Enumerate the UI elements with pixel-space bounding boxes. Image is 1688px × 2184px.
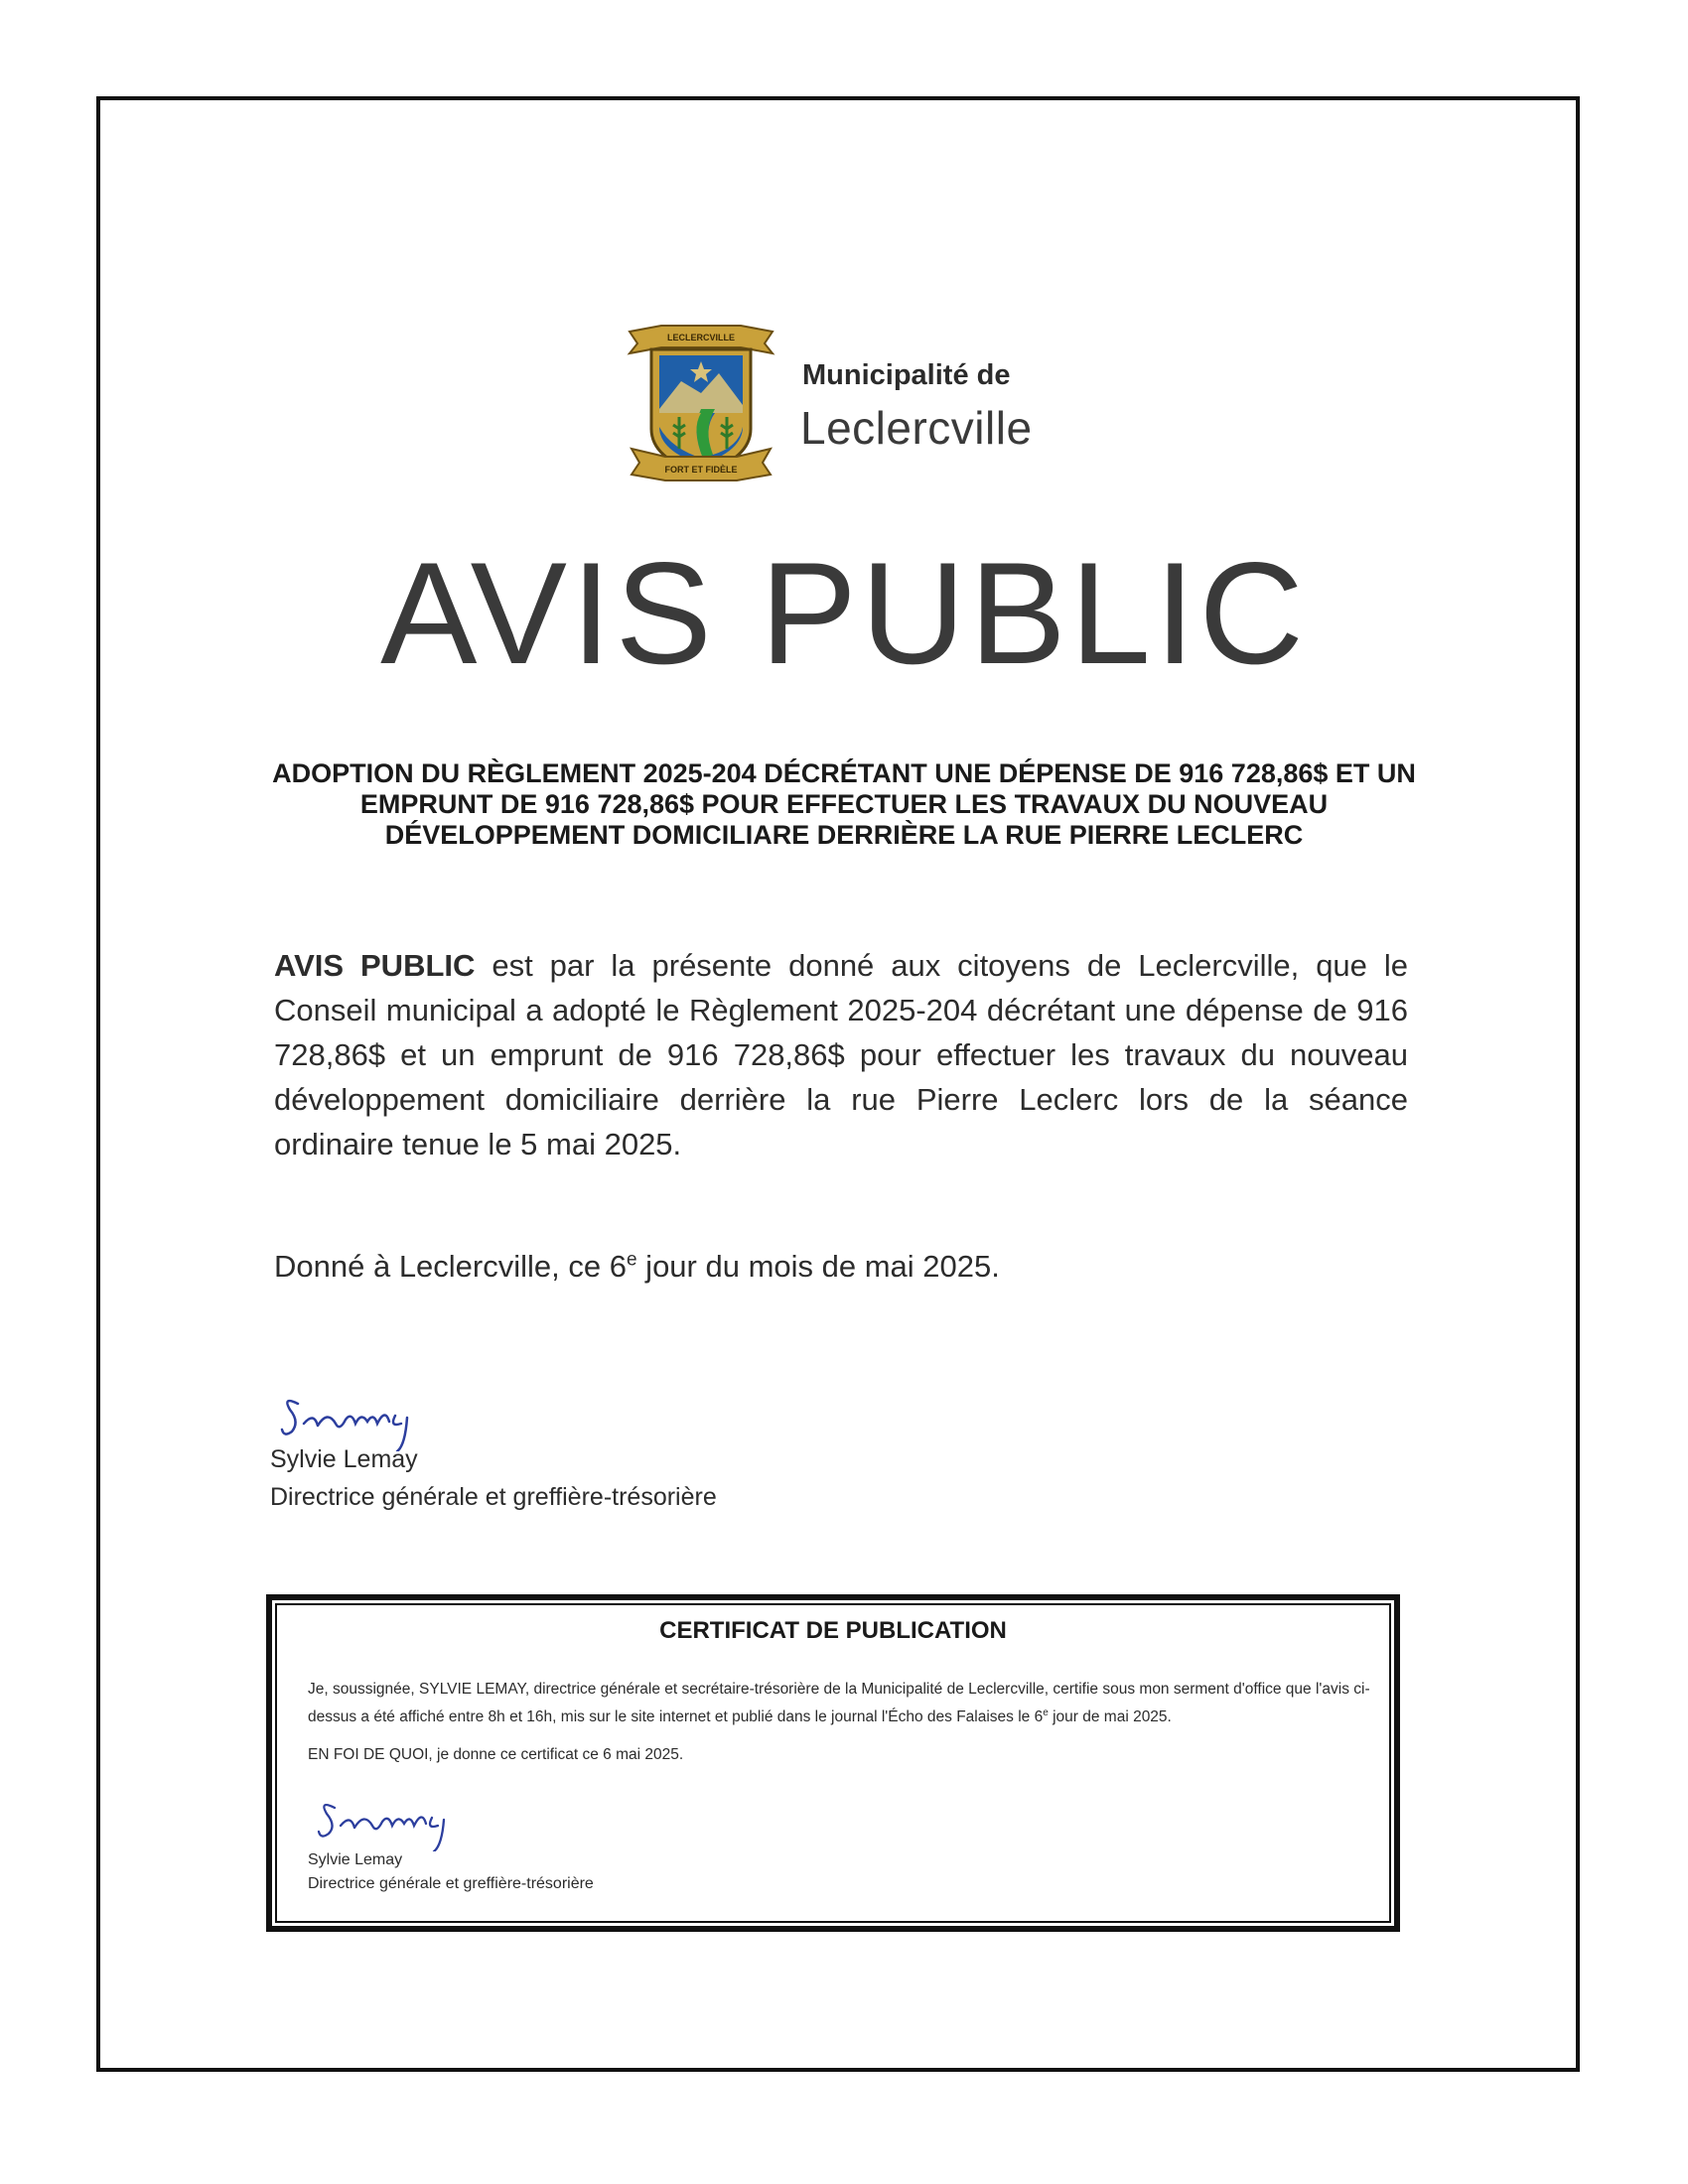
certificate-text-sup: e — [1043, 1707, 1049, 1718]
notice-body-text: est par la présente donné aux citoyens de Leclercville, que le Conseil municipal a adopté le Règlement 2025-204 décrétant une dépense de 916 728,86$ et un emprunt de 916 728,86$ pour effectuer les travaux du nouveau développement domiciliaire derrière la rue Pierre Leclerc lors de la séance ordinaire tenue le 5 mai 2025. — [274, 948, 1408, 1161]
certificate-signatory-role: Directrice générale et greffière-trésorière — [308, 1875, 594, 1892]
page-title: AVIS PUBLIC — [380, 532, 1308, 694]
municipal-crest-logo — [622, 310, 780, 486]
municipality-prefix: Municipalité de — [802, 359, 1011, 391]
notice-subject: ADOPTION DU RÈGLEMENT 2025-204 DÉCRÉTANT UNE DÉPENSE DE 916 728,86$ ET UN EMPRUNT DE 916 728,86$ POUR EFFECTUER LES TRAVAUX DU NOUVEAU DÉVELOPPEMENT DOMICILIARE DERRIÈRE LA RUE PIERRE LECLERC — [272, 758, 1416, 850]
given-date-line — [274, 1249, 1000, 1285]
municipality-name: Leclercville — [800, 402, 1033, 454]
certificate-signature — [317, 1790, 495, 1851]
given-before: Donné à Leclercville, ce 6 — [274, 1249, 627, 1284]
notice-body — [274, 943, 1408, 1166]
certificate-text-before: Je, soussignée, SYLVIE LEMAY, directrice générale et secrétaire-trésorière de la Municipalité de Leclercville, certifie sous mon serment d'office que l'avis ci-dessus a été affiché entre 8h et 16h, mis sur le site internet et publié dans le journal l'Écho des Falaises le 6 — [308, 1681, 1370, 1726]
notice-body-lead: AVIS PUBLIC — [274, 948, 476, 983]
certificate-heading: CERTIFICAT DE PUBLICATION — [659, 1617, 1007, 1644]
given-sup: e — [626, 1249, 637, 1271]
crest-text — [622, 310, 780, 486]
signatory-title: Directrice générale et greffière-trésorière — [270, 1483, 717, 1511]
given-after: jour du mois de mai 2025. — [636, 1249, 1000, 1284]
crest-banner-bottom: FORT ET FIDÈLE — [664, 465, 738, 475]
handwritten-signature — [278, 1382, 467, 1451]
certificate-foi: EN FOI DE QUOI, je donne ce certificat ce 6 mai 2025. — [308, 1746, 684, 1763]
certificate-signatory-name: Sylvie Lemay — [308, 1851, 403, 1868]
publication-certificate — [266, 1594, 1400, 1932]
certificate-text — [308, 1678, 1370, 1729]
crest-banner-top: LECLERCVILLE — [666, 333, 736, 342]
certificate-text-after: jour de mai 2025. — [1048, 1708, 1172, 1726]
signatory-name: Sylvie Lemay — [270, 1445, 418, 1473]
certificate-inner-border — [275, 1603, 1391, 1923]
